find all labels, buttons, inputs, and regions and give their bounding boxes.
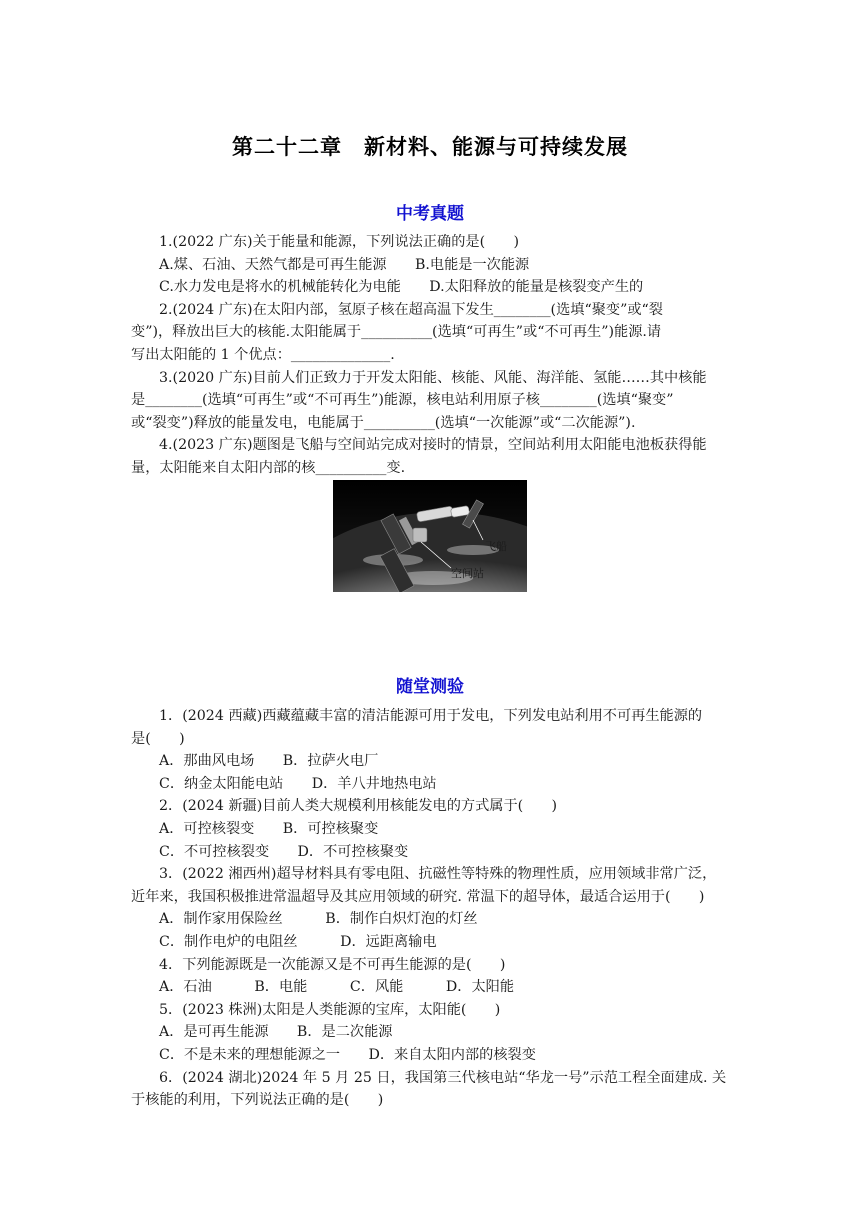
question-line: 是________(选填“可再生”或“不可再生”)能源，核电站利用原子核________(选填“聚变” <box>131 392 674 409</box>
option-line: C.水力发电是将水的机械能转化为电能 D.太阳释放的能量是核裂变产生的 <box>159 279 644 296</box>
question-line: 量，太阳能来自太阳内部的核__________变. <box>131 459 406 476</box>
option-line: C．纳金太阳能电站 D．羊八井地热电站 <box>159 775 437 792</box>
option-line: C．制作电炉的电阻丝 D．远距离输电 <box>159 933 437 950</box>
question-line: 5．(2023 株洲)太阳是人类能源的宝库，太阳能( ) <box>159 1001 501 1018</box>
option-line: C．不是未来的理想能源之一 D．来自太阳内部的核裂变 <box>159 1046 536 1063</box>
question-line: 6．(2024 湖北)2024 年 5 月 25 日，我国第三代核电站“华龙一号”示范工程全面建成. 关 <box>159 1069 727 1086</box>
question-line: 近年来，我国积极推进常温超导及其应用领域的研究. 常温下的超导体，最适合运用于( ) <box>131 888 705 905</box>
question-line: 3．(2022 湘西州)超导材料具有零电阻、抗磁性等特殊的物理性质，应用领域非常广泛， <box>159 866 717 883</box>
question-line: 2．(2024 新疆)目前人类大规模利用核能发电的方式属于( ) <box>159 798 558 815</box>
question-line: 于核能的利用，下列说法正确的是( ) <box>131 1092 384 1109</box>
question-line: 或“裂变”)释放的能量发电，电能属于__________(选填“一次能源”或“二次能源”). <box>131 414 636 431</box>
question-line: 1.(2022 广东)关于能量和能源，下列说法正确的是( ) <box>159 234 520 250</box>
option-line: A．是可再生能源 B．是二次能源 <box>159 1024 393 1041</box>
option-line: A．制作家用保险丝 B．制作白炽灯泡的灯丝 <box>159 911 478 928</box>
spacecraft-docking-photo <box>333 480 527 592</box>
label-space-station: 空间站 <box>451 567 484 580</box>
question-line: 变”)，释放出巨大的核能.太阳能属于__________(选填“可再生”或“不可再生”)能源.请 <box>131 324 662 341</box>
exam-questions-block <box>131 231 743 480</box>
question-line: 1．(2024 西藏)西藏蕴藏丰富的清洁能源可用于发电，下列发电站利用不可再生能源的 <box>159 708 703 724</box>
question-line: 2.(2024 广东)在太阳内部，氢原子核在超高温下发生________(选填“聚变”或“裂 <box>159 301 663 318</box>
label-spaceship: 飞船 <box>485 540 507 553</box>
option-line: A．可控核裂变 B．可控核聚变 <box>159 820 379 837</box>
question-line: 是( ) <box>131 730 185 747</box>
question-line: 4．下列能源既是一次能源又是不可再生能源的是( ) <box>159 956 506 973</box>
option-line: C．不可控核裂变 D．不可控核聚变 <box>159 843 409 860</box>
section-heading-class-quiz: 随堂测验 <box>396 677 464 697</box>
class-quiz-block <box>131 705 743 1112</box>
question-line: 4.(2023 广东)题图是飞船与空间站完成对接时的情景，空间站利用太阳能电池板获得能 <box>159 437 707 454</box>
option-line: A．那曲风电场 B．拉萨火电厂 <box>159 753 379 770</box>
option-line: A．石油 B．电能 C．风能 D．太阳能 <box>159 979 515 996</box>
section-heading-exam-questions: 中考真题 <box>396 204 464 224</box>
option-line: A.煤、石油、天然气都是可再生能源 B.电能是一次能源 <box>159 256 530 273</box>
question-line: 3.(2020 广东)目前人们正致力于开发太阳能、核能、风能、海洋能、氢能……其中核能 <box>159 369 707 386</box>
question-line: 写出太阳能的 1 个优点：______________. <box>131 346 395 363</box>
chapter-title: 第二十二章 新材料、能源与可持续发展 <box>232 135 628 159</box>
